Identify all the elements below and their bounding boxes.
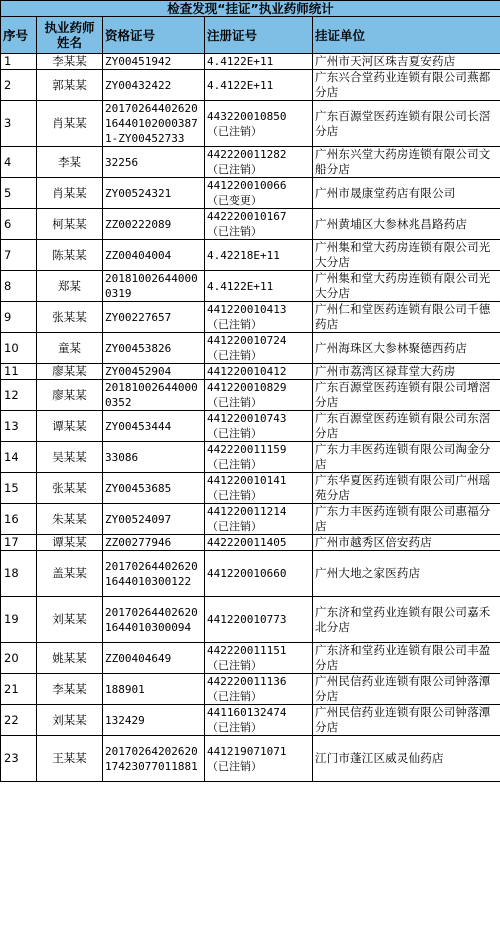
row-reg-cell[interactable] [205, 551, 313, 597]
row-index-cell[interactable]: 12 [1, 380, 37, 411]
reg-status-note: （已注销） [207, 427, 262, 440]
row-index-cell[interactable]: 17 [1, 535, 37, 551]
row-reg-cell[interactable] [205, 380, 313, 411]
row-cert-cell[interactable]: ZY00452904 [103, 364, 205, 380]
row-unit-cell[interactable]: 广东力丰医药连锁有限公司淘金分店 [313, 442, 500, 473]
row-reg-cell[interactable] [205, 333, 313, 364]
row-index-cell[interactable]: 9 [1, 302, 37, 333]
row-unit-cell[interactable]: 广州黄埔区大参林兆昌路药店 [313, 209, 500, 240]
row-unit-cell[interactable]: 广州集和堂大药房连锁有限公司光大分店 [313, 240, 500, 271]
row-name-cell[interactable]: 廖某某 [37, 380, 103, 411]
row-reg-cell[interactable] [205, 70, 313, 101]
row-index-cell[interactable]: 5 [1, 178, 37, 209]
row-unit-cell[interactable]: 广州市晟康堂药店有限公司 [313, 178, 500, 209]
row-cert-cell[interactable]: ZY00524321 [103, 178, 205, 209]
row-name-cell[interactable]: 李某 [37, 147, 103, 178]
reg-number: 441220010724 [207, 334, 287, 347]
row-index-cell[interactable]: 8 [1, 271, 37, 302]
table-row [1, 411, 500, 442]
row-reg-cell[interactable] [205, 101, 313, 147]
row-cert-cell[interactable]: 201702644026201644010300122 [103, 551, 205, 597]
row-reg-cell[interactable] [205, 442, 313, 473]
row-unit-cell[interactable]: 广州仁和堂医药连锁有限公司千德药店 [313, 302, 500, 333]
row-cert-cell[interactable]: 201702644026201644010300094 [103, 597, 205, 643]
row-cert-cell[interactable]: 32256 [103, 147, 205, 178]
row-cert-cell[interactable]: 201810026440000352 [103, 380, 205, 411]
row-index-cell[interactable]: 13 [1, 411, 37, 442]
row-index-cell[interactable]: 6 [1, 209, 37, 240]
row-cert-cell[interactable]: ZY00227657 [103, 302, 205, 333]
table-row [1, 240, 500, 271]
reg-number: 441220010829 [207, 381, 287, 394]
row-index-cell[interactable]: 11 [1, 364, 37, 380]
table-row [1, 271, 500, 302]
row-cert-cell[interactable]: ZZ00222089 [103, 209, 205, 240]
row-name-cell[interactable]: 肖某某 [37, 178, 103, 209]
row-cert-cell[interactable]: ZY00432422 [103, 70, 205, 101]
row-name-cell[interactable]: 郭某某 [37, 70, 103, 101]
row-cert-cell[interactable]: ZY00524097 [103, 504, 205, 535]
row-unit-cell[interactable]: 广东济和堂药业连锁有限公司嘉禾北分店 [313, 597, 500, 643]
row-cert-cell[interactable]: 20170264402620164401020003871-ZY00452733 [103, 101, 205, 147]
table-row [1, 473, 500, 504]
row-name-cell[interactable]: 张某某 [37, 473, 103, 504]
header-idx[interactable]: 序号 [1, 17, 37, 54]
row-unit-cell[interactable]: 广州市荔湾区禄茸堂大药房 [313, 364, 500, 380]
row-reg-cell[interactable] [205, 411, 313, 442]
row-index-cell[interactable]: 15 [1, 473, 37, 504]
reg-number: 441220010413 [207, 303, 287, 316]
table-row [1, 147, 500, 178]
row-name-cell[interactable]: 柯某某 [37, 209, 103, 240]
header-unit[interactable]: 挂证单位 [313, 17, 500, 54]
row-cert-cell[interactable]: ZY00451942 [103, 54, 205, 70]
table-row [1, 442, 500, 473]
table-row [1, 674, 500, 705]
row-reg-cell[interactable] [205, 54, 313, 70]
row-cert-cell[interactable]: 2017026420262017423077011881 [103, 736, 205, 782]
row-reg-cell[interactable] [205, 643, 313, 674]
row-cert-cell[interactable]: 201810026440000319 [103, 271, 205, 302]
table-row [1, 178, 500, 209]
reg-number: 441220010412 [207, 365, 287, 378]
row-name-cell[interactable]: 刘某某 [37, 705, 103, 736]
row-index-cell[interactable]: 7 [1, 240, 37, 271]
reg-status-note: （已注销） [207, 659, 262, 672]
row-unit-cell[interactable]: 广东兴合堂药业连锁有限公司燕都分店 [313, 70, 500, 101]
reg-number: 4.4122E+11 [207, 279, 274, 293]
reg-number: 4.42218E+11 [207, 248, 280, 262]
row-name-cell[interactable]: 陈某某 [37, 240, 103, 271]
row-unit-cell[interactable]: 广州东兴堂大药房连锁有限公司文船分店 [313, 147, 500, 178]
reg-number: 441160132474 [207, 706, 287, 719]
row-name-cell[interactable]: 盖某某 [37, 551, 103, 597]
reg-status-note: （已注销） [207, 759, 262, 773]
table-row [1, 380, 500, 411]
reg-number: 4.4122E+11 [207, 78, 274, 92]
reg-status-note: （已变更） [207, 194, 262, 207]
row-index-cell[interactable]: 4 [1, 147, 37, 178]
row-unit-cell[interactable]: 广州民信药业连锁有限公司钟落潭分店 [313, 674, 500, 705]
reg-number: 442220010167 [207, 210, 287, 223]
row-index-cell[interactable]: 18 [1, 551, 37, 597]
reg-status-note: （已注销） [207, 318, 262, 331]
row-unit-cell[interactable]: 广州市越秀区倍安药店 [313, 535, 500, 551]
header-name[interactable]: 执业药师姓名 [37, 17, 103, 54]
row-name-cell[interactable]: 肖某某 [37, 101, 103, 147]
row-name-cell[interactable]: 谭某某 [37, 411, 103, 442]
row-name-cell[interactable]: 朱某某 [37, 504, 103, 535]
row-name-cell[interactable]: 王某某 [37, 736, 103, 782]
row-name-cell[interactable]: 廖某某 [37, 364, 103, 380]
row-name-cell[interactable]: 李某某 [37, 54, 103, 70]
reg-status-note: （已注销） [207, 163, 262, 176]
row-reg-cell[interactable] [205, 504, 313, 535]
row-unit-cell[interactable]: 广州民信药业连锁有限公司钟落潭分店 [313, 705, 500, 736]
table-title: 检查发现“挂证”执业药师统计 [1, 1, 500, 17]
table-row [1, 101, 500, 147]
row-index-cell[interactable]: 22 [1, 705, 37, 736]
reg-status-note: （已注销） [207, 721, 262, 734]
header-cert[interactable]: 资格证号 [103, 17, 205, 54]
reg-number: 441220010660 [207, 567, 287, 580]
table-row [1, 302, 500, 333]
row-unit-cell[interactable]: 广州大地之家医药店 [313, 551, 500, 597]
row-index-cell[interactable]: 1 [1, 54, 37, 70]
row-name-cell[interactable]: 张某某 [37, 302, 103, 333]
reg-number: 441220010743 [207, 412, 287, 425]
reg-number: 442220011405 [207, 536, 287, 549]
row-reg-cell[interactable] [205, 209, 313, 240]
row-unit-cell[interactable]: 广州市天河区珠吉夏安药店 [313, 54, 500, 70]
row-cert-cell[interactable]: ZZ00277946 [103, 535, 205, 551]
table-row [1, 54, 500, 70]
row-reg-cell[interactable] [205, 302, 313, 333]
row-reg-cell[interactable] [205, 674, 313, 705]
row-name-cell[interactable]: 郑某 [37, 271, 103, 302]
row-name-cell[interactable]: 童某 [37, 333, 103, 364]
row-index-cell[interactable]: 14 [1, 442, 37, 473]
row-reg-cell[interactable] [205, 147, 313, 178]
row-index-cell[interactable]: 23 [1, 736, 37, 782]
row-reg-cell[interactable] [205, 473, 313, 504]
row-reg-cell[interactable] [205, 736, 313, 782]
row-reg-cell[interactable] [205, 178, 313, 209]
row-reg-cell[interactable] [205, 240, 313, 271]
table-row [1, 551, 500, 597]
row-unit-cell[interactable]: 广东华夏医药连锁有限公司广州瑶苑分店 [313, 473, 500, 504]
row-unit-cell[interactable]: 广东力丰医药连锁有限公司惠福分店 [313, 504, 500, 535]
reg-number: 441220011214 [207, 505, 287, 518]
reg-number: 4.4122E+11 [207, 55, 274, 68]
row-unit-cell[interactable]: 广州集和堂大药房连锁有限公司光大分店 [313, 271, 500, 302]
row-reg-cell[interactable] [205, 705, 313, 736]
row-name-cell[interactable]: 谭某某 [37, 535, 103, 551]
row-reg-cell[interactable] [205, 597, 313, 643]
reg-number: 441220010066 [207, 179, 287, 192]
table-row [1, 209, 500, 240]
title-row [1, 1, 500, 17]
reg-status-note: （已注销） [207, 349, 262, 362]
row-index-cell[interactable]: 16 [1, 504, 37, 535]
row-name-cell[interactable]: 吴某某 [37, 442, 103, 473]
row-index-cell[interactable]: 21 [1, 674, 37, 705]
row-cert-cell[interactable]: 33086 [103, 442, 205, 473]
row-reg-cell[interactable] [205, 535, 313, 551]
row-reg-cell[interactable] [205, 364, 313, 380]
row-cert-cell[interactable]: ZY00453444 [103, 411, 205, 442]
reg-number: 442220011151 [207, 644, 287, 657]
row-cert-cell[interactable]: ZZ00404649 [103, 643, 205, 674]
reg-status-note: （已注销） [207, 124, 262, 138]
reg-number: 443220010850 [207, 109, 287, 123]
row-unit-cell[interactable]: 广东百源堂医药连锁有限公司增滘分店 [313, 380, 500, 411]
row-unit-cell[interactable]: 广东济和堂药业连锁有限公司丰盈分店 [313, 643, 500, 674]
row-index-cell[interactable]: 10 [1, 333, 37, 364]
row-name-cell[interactable]: 刘某某 [37, 597, 103, 643]
reg-number: 441220010141 [207, 474, 287, 487]
row-name-cell[interactable]: 李某某 [37, 674, 103, 705]
row-index-cell[interactable]: 20 [1, 643, 37, 674]
table-row [1, 643, 500, 674]
header-row [1, 17, 500, 54]
row-index-cell[interactable]: 2 [1, 70, 37, 101]
table-row [1, 597, 500, 643]
reg-status-note: （已注销） [207, 690, 262, 703]
row-cert-cell[interactable]: ZZ00404004 [103, 240, 205, 271]
table-row [1, 504, 500, 535]
reg-number: 441220010773 [207, 613, 287, 626]
row-unit-cell[interactable]: 广东百源堂医药连锁有限公司东滘分店 [313, 411, 500, 442]
row-name-cell[interactable]: 姚某某 [37, 643, 103, 674]
table-row [1, 705, 500, 736]
reg-status-note: （已注销） [207, 396, 262, 409]
row-cert-cell[interactable]: ZY00453826 [103, 333, 205, 364]
row-reg-cell[interactable] [205, 271, 313, 302]
reg-status-note: （已注销） [207, 489, 262, 502]
reg-number: 441219071071 [207, 744, 287, 758]
table-row [1, 333, 500, 364]
row-index-cell[interactable]: 3 [1, 101, 37, 147]
reg-number: 442220011136 [207, 675, 287, 688]
row-unit-cell[interactable]: 江门市蓬江区威灵仙药店 [313, 736, 500, 782]
row-unit-cell[interactable]: 广东百源堂医药连锁有限公司长滘分店 [313, 101, 500, 147]
row-cert-cell[interactable]: 132429 [103, 705, 205, 736]
reg-number: 442220011282 [207, 148, 287, 161]
table-row [1, 736, 500, 782]
header-reg[interactable]: 注册证号 [205, 17, 313, 54]
table-row [1, 535, 500, 551]
reg-status-note: （已注销） [207, 520, 262, 533]
reg-status-note: （已注销） [207, 458, 262, 471]
reg-number: 442220011159 [207, 443, 287, 456]
row-cert-cell[interactable]: ZY00453685 [103, 473, 205, 504]
row-unit-cell[interactable]: 广州海珠区大参林聚德西药店 [313, 333, 500, 364]
reg-status-note: （已注销） [207, 225, 262, 238]
table-row [1, 70, 500, 101]
table-body [1, 54, 500, 782]
row-index-cell[interactable]: 19 [1, 597, 37, 643]
row-cert-cell[interactable]: 188901 [103, 674, 205, 705]
table-row [1, 364, 500, 380]
